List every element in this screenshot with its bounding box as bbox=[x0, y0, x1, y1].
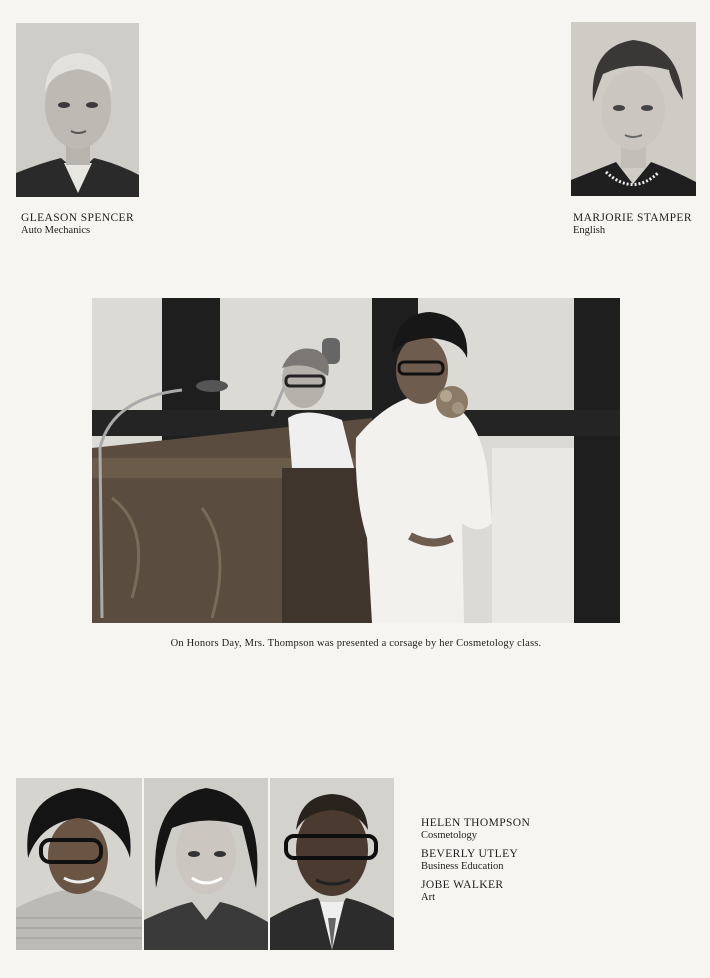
portrait-helen-thompson bbox=[16, 778, 142, 950]
faculty-entry bbox=[421, 879, 530, 904]
faculty-name: JOBE WALKER bbox=[421, 879, 504, 891]
portrait-jobe-walker bbox=[270, 778, 394, 950]
honors-day-photo bbox=[92, 298, 620, 623]
portrait-gleason-spencer bbox=[16, 23, 139, 197]
faculty-department: Auto Mechanics bbox=[21, 225, 91, 236]
faculty-name: BEVERLY UTLEY bbox=[421, 848, 519, 860]
caption-gleason-spencer bbox=[21, 212, 134, 237]
faculty-name: GLEASON SPENCER bbox=[21, 212, 135, 224]
faculty-entry bbox=[421, 848, 530, 873]
bottom-faculty-names bbox=[421, 817, 530, 910]
portrait-beverly-utley bbox=[144, 778, 268, 950]
faculty-name: HELEN THOMPSON bbox=[421, 817, 531, 829]
faculty-entry bbox=[421, 817, 530, 842]
portrait-marjorie-stamper bbox=[571, 22, 696, 196]
caption-marjorie-stamper bbox=[573, 212, 692, 237]
photo-caption: On Honors Day, Mrs. Thompson was presented a corsage by her Cosmetology class. bbox=[170, 638, 542, 649]
faculty-department: Art bbox=[421, 892, 435, 903]
faculty-department: Business Education bbox=[421, 861, 504, 872]
faculty-name: MARJORIE STAMPER bbox=[573, 212, 692, 224]
faculty-department: English bbox=[573, 225, 606, 236]
faculty-department: Cosmetology bbox=[421, 830, 478, 841]
